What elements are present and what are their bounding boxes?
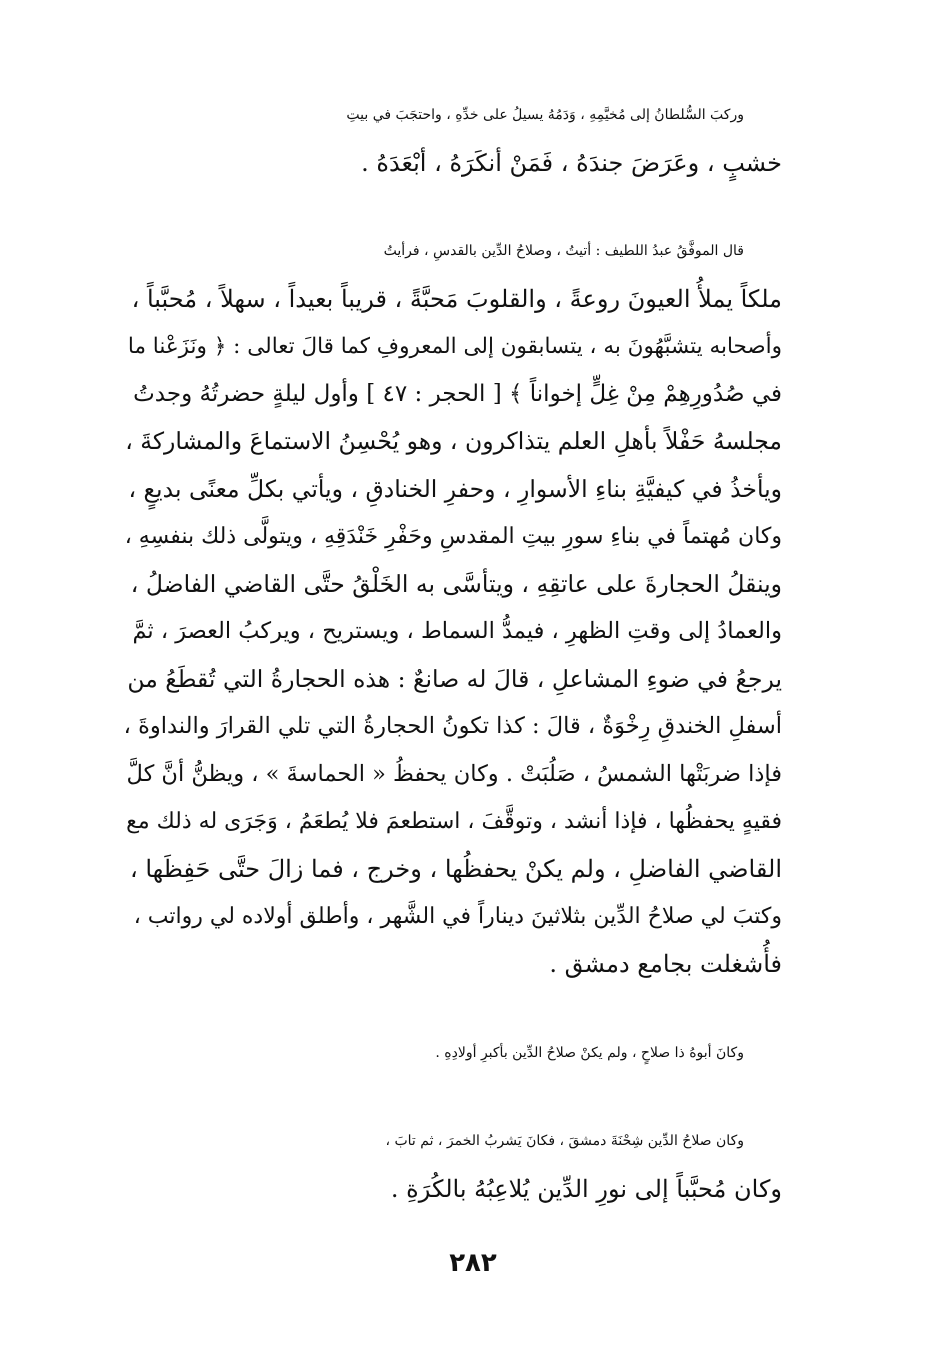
text-line: خشبٍ ، وعَرَضَ جندَهُ ، فَمَنْ أنكَرَهُ ، أبْعَدَهُ . [361, 148, 782, 177]
text-line: وكانَ أبوهُ ذا صلاحٍ ، ولم يكنْ صلاحُ الدِّين بأكبرِ أولادِهِ . [435, 1045, 744, 1061]
text-line: أسفلِ الخندقِ رِخْوَةٌ ، قالَ : كذا تكونُ الحجارةُ التي تلي القرارَ والنداوةَ ، [123, 713, 782, 739]
text-line: وينقلُ الحجارةَ على عاتقِهِ ، ويتأسَّى به الخَلْقُ حتَّى القاضي الفاضلُ ، [130, 569, 782, 598]
text-line: فأُشغلت بجامع دمشق . [549, 949, 782, 978]
page-number: ٢٨٢ [449, 1248, 497, 1278]
text-line: ملكاً يملأُ العيونَ روعةً ، والقلوبَ مَحبَّةً ، قريباً بعيداً ، سهلاً ، مُحبَّباً ، [131, 284, 782, 313]
text-line: وكان مُحبَّباً إلى نورِ الدِّين يُلاعِبُهُ بالكُرَةِ . [390, 1174, 782, 1203]
text-line: وأصحابه يتشبَّهُونَ به ، يتسابقون إلى المعروفِ كما قالَ تعالى : ﴿ ونَزَعْنا ما [127, 334, 782, 359]
paragraph-abd-al-latif-account [122, 228, 782, 988]
text-line: وكتبَ لي صلاحُ الدِّين بثلاثينَ ديناراً في الشَّهر ، وأطلق أولاده لي رواتب ، [133, 904, 782, 929]
paragraph-damascus [122, 1118, 782, 1213]
text-line: ويأخذُ في كيفيَّةِ بناءِ الأسوارِ ، وحفرِ الخنادقِ ، ويأتي بكلِّ معنًى بديعٍ ، [128, 474, 782, 503]
text-line: وكان صلاحُ الدِّين شِحْنَةَ دمشقَ ، فكانَ يَشربُ الخمرَ ، ثم تابَ ، [385, 1133, 744, 1149]
text-line: في صُدُورِهِمْ مِنْ غِلٍّ إخواناً ﴾ [ الحجر : ٤٧ ] وأول ليلةٍ حضرتُهُ وجدتُ [133, 380, 782, 407]
paragraph-father [122, 1030, 782, 1078]
text-line: مجلسهُ حَفْلاً بأهلِ العلم يتذاكرون ، وهو يُحْسِنُ الاستماعَ والمشاركةَ ، [125, 427, 782, 455]
text-line: يرجعُ في ضوءِ المشاعلِ ، قالَ له صانعٌ : هذه الحجارةُ التي تُقطَعُ من [127, 664, 782, 693]
text-line: فإذا ضربَتْها الشمسُ ، صَلُبَتْ . وكان يحفظُ « الحماسةَ » ، ويظنُّ أنَّ كلَّ [126, 760, 782, 787]
text-line: وركبَ السُّلطانُ إلى مُخيَّمِهِ ، وَدَمُهُ يسيلُ على خدِّهِ ، واحتجَبَ في بيتِ [346, 107, 744, 123]
text-line: والعمادُ إلى وقتِ الظهرِ ، فيمدُّ السماط ، ويستريح ، ويركبُ العصرَ ، ثمَّ [132, 618, 782, 644]
text-line: فقيهٍ يحفظُها ، فإذا أنشد ، وتوقَّفَ ، استطعمَ فلا يُطعَمُ ، وَجَرَى له ذلك مع [126, 809, 782, 834]
text-line: وكان مُهتماً في بناءِ سورِ بيتِ المقدسِ وحَفْرِ خَنْدَقِهِ ، ويتولَّى ذلك بنفسِهِ ، [124, 524, 782, 549]
text-line: قال الموفَّقُ عبدُ اللطيف : أتيتُ ، وصلاحُ الدِّين بالقدسِ ، فرأيتُ [383, 243, 744, 259]
text-line: القاضي الفاضلِ ، ولم يكنْ يحفظُها ، وخرج ، فما زالَ حتَّى حَفِظَها ، [129, 854, 782, 883]
paragraph-sultan-tent [122, 92, 782, 187]
